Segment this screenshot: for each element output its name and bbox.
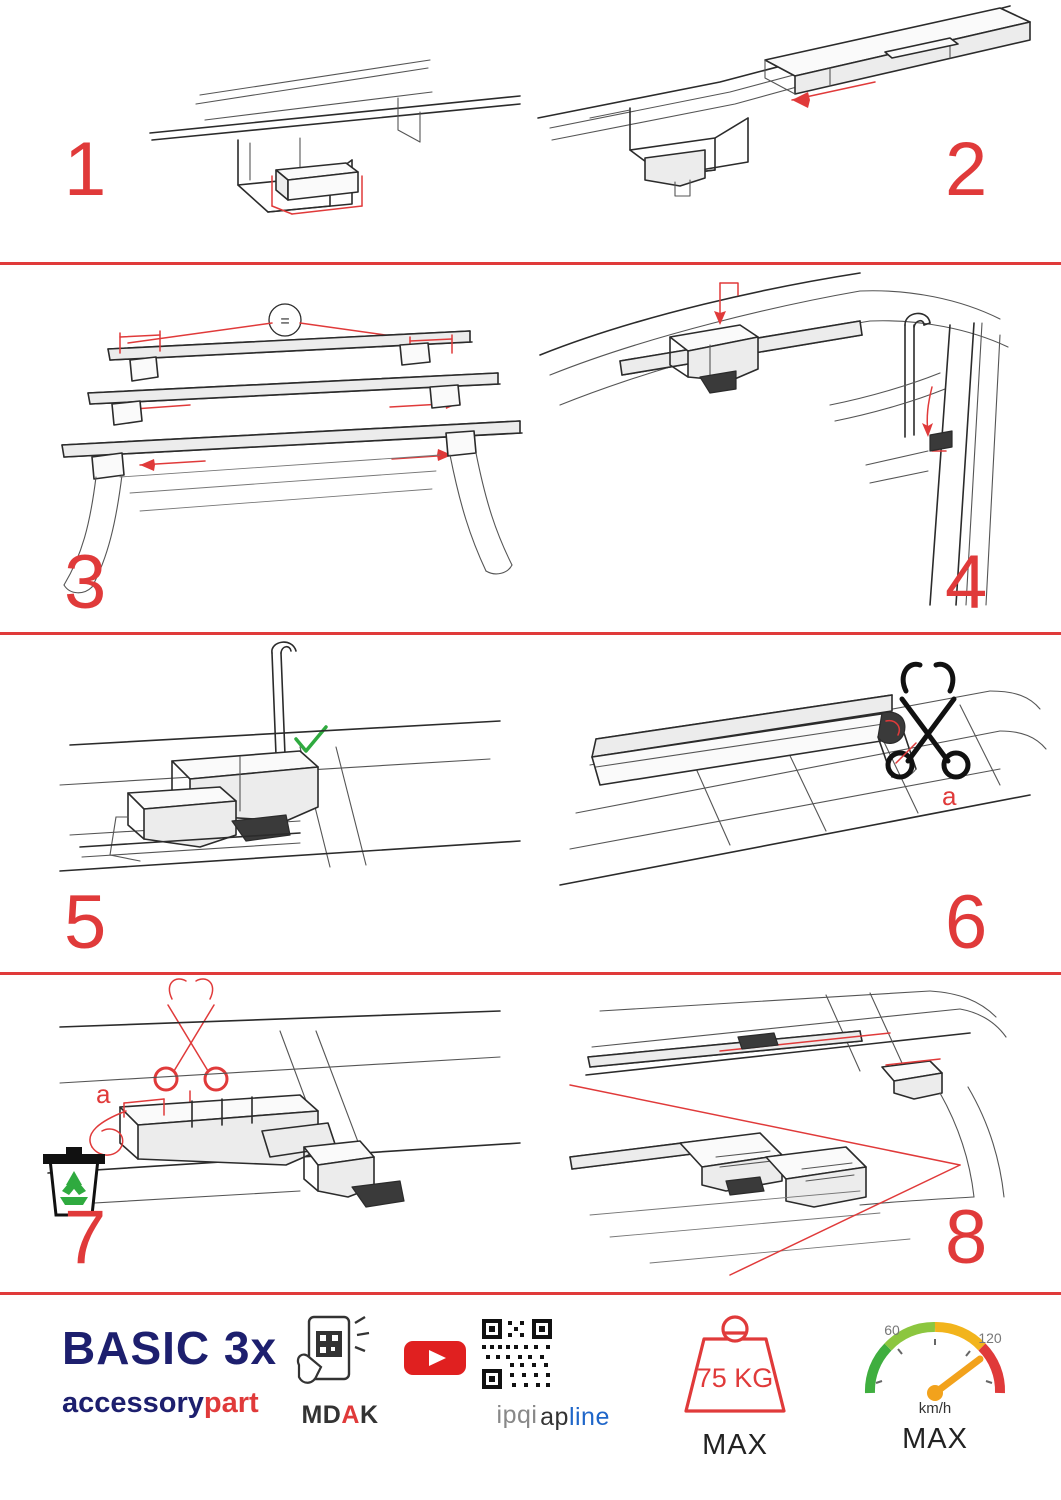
speedometer-icon <box>840 1301 1030 1423</box>
phone-scan-icon <box>285 1315 395 1393</box>
svg-text:=: = <box>280 313 290 330</box>
logo-mdak-md: MD <box>301 1401 342 1429</box>
brand-basic <box>62 1322 278 1374</box>
step-1-number: 1 <box>64 127 106 212</box>
logo-mdak <box>285 1315 395 1430</box>
speed-limit-caption: MAX <box>902 1423 968 1455</box>
step-8-number: 8 <box>945 1195 987 1280</box>
logo-apline-line: line <box>568 1403 610 1431</box>
brand-basic-qty: 3x <box>223 1322 278 1374</box>
step-4-number: 4 <box>945 540 987 625</box>
load-limit-block <box>640 1305 830 1462</box>
speed-tick-min: 60 <box>884 1322 900 1338</box>
callout-label-a-step7: a <box>96 1079 111 1109</box>
step-2-number: 2 <box>945 127 987 212</box>
speed-unit: km/h <box>918 1400 952 1417</box>
logo-mdak-k: K <box>359 1401 379 1429</box>
brand-accessory-word: accessory <box>62 1387 204 1419</box>
step-5-number: 5 <box>64 880 106 965</box>
speed-limit-block <box>840 1301 1030 1456</box>
load-limit-caption: MAX <box>702 1429 768 1461</box>
brand-basic-name: BASIC <box>62 1322 211 1374</box>
logo-apline-ap: ap <box>540 1403 569 1431</box>
step-6-number: 6 <box>945 880 987 965</box>
brand-accessorypart <box>62 1389 277 1418</box>
logo-mdak-label <box>285 1401 395 1430</box>
logo-mdak-a: A <box>341 1401 360 1429</box>
logo-ipqi-label: ipqi <box>496 1401 538 1429</box>
qr-code-icon <box>462 1315 572 1393</box>
brand-block <box>62 1322 278 1419</box>
svg-text:75 KG: 75 KG <box>696 1363 774 1393</box>
step-7-number: 7 <box>64 1195 106 1280</box>
brand-part-word: part <box>203 1387 259 1419</box>
speed-tick-max: 120 <box>978 1330 1002 1346</box>
footer <box>0 1295 1061 1500</box>
weight-icon <box>640 1305 830 1423</box>
callout-label-a-step6: a <box>942 781 957 811</box>
step-3-number: 3 <box>64 540 106 625</box>
